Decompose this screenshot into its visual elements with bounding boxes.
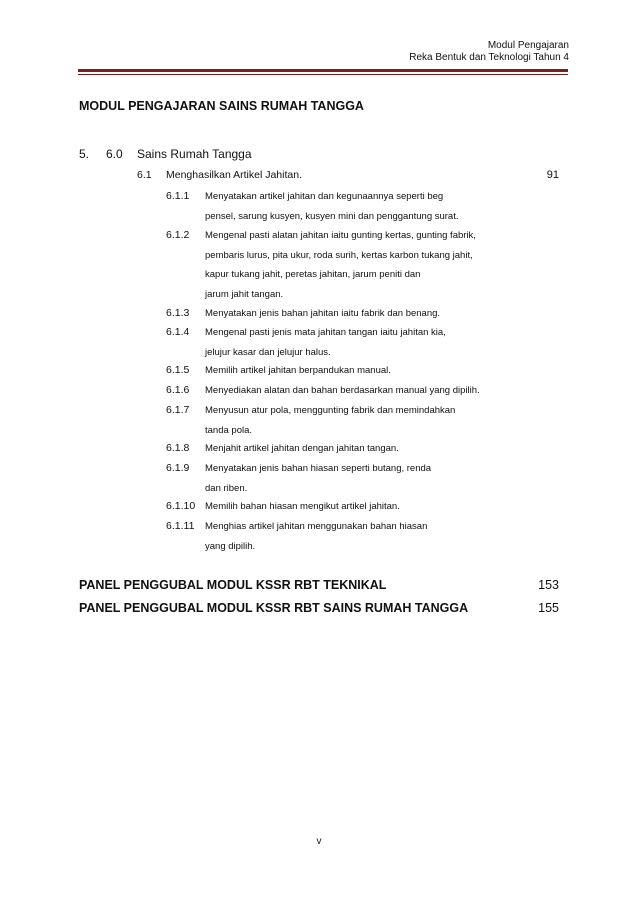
section-number: 5. — [79, 147, 90, 161]
objective-number: 6.1.6 — [166, 384, 190, 396]
objective-number: 6.1.9 — [166, 462, 190, 474]
objective-number: 6.1.4 — [166, 326, 190, 338]
objective-text-line: yang dipilih. — [205, 540, 256, 552]
objective-number: 6.1.3 — [166, 307, 190, 319]
objective-number: 6.1.7 — [166, 404, 190, 416]
objective-text-line: kapur tukang jahit, peretas jahitan, jarum peniti dan — [205, 269, 421, 280]
objective-text-line: jarum jahit tangan. — [205, 288, 284, 300]
objective-number: 6.1.2 — [166, 229, 190, 241]
objective-text-line: Mengenal pasti jenis mata jahitan tangan iaitu jahitan kia, — [205, 327, 446, 338]
objective-text-line: jelujur kasar dan jelujur halus. — [205, 346, 331, 358]
header-rule-thin — [78, 74, 568, 75]
objective-text-line: Menyusun atur pola, menggunting fabrik dan memindahkan — [205, 405, 456, 416]
panel-teknikal-page: 153 — [538, 578, 559, 592]
objective-text-line: Mengenal pasti alatan jahitan iaitu gunting kertas, gunting fabrik, — [205, 230, 476, 241]
objective-text-line: Menyatakan jenis bahan hiasan seperti butang, renda — [205, 463, 432, 474]
subsection-page: 91 — [546, 169, 559, 181]
panel-teknikal-label: PANEL PENGGUBAL MODUL KSSR RBT TEKNIKAL — [79, 578, 387, 592]
section-label: Sains Rumah Tangga — [137, 147, 252, 161]
objective-text-line: Menyatakan artikel jahitan dan kegunaannya seperti beg — [205, 191, 444, 202]
objective-number: 6.1.8 — [166, 442, 190, 454]
header-rule-thick — [78, 69, 568, 72]
objective-number: 6.1.1 — [166, 190, 190, 202]
header-subject-title: Reka Bentuk dan Teknologi Tahun 4 — [409, 52, 569, 63]
objective-number: 6.1.10 — [166, 500, 196, 512]
objective-text-line: pensel, sarung kusyen, kusyen mini dan penggantung surat. — [205, 210, 459, 222]
subsection-code: 6.1 — [137, 169, 152, 181]
objective-text-line: Menjahit artikel jahitan dengan jahitan tangan. — [205, 443, 399, 454]
objective-text-line: tanda pola. — [205, 424, 253, 436]
objective-number: 6.1.5 — [166, 364, 190, 376]
panel-srt-page: 155 — [538, 601, 559, 615]
section-code: 6.0 — [106, 147, 123, 161]
objective-text-line: Menyediakan alatan dan bahan berdasarkan manual yang dipilih. — [205, 385, 480, 396]
objective-text-line: pembaris lurus, pita ukur, roda surih, kertas karbon tukang jahit, — [205, 249, 473, 261]
subsection-label: Menghasilkan Artikel Jahitan. — [166, 169, 302, 181]
objective-text-line: dan riben. — [205, 482, 248, 494]
running-header — [409, 40, 569, 64]
header-module-title: Modul Pengajaran — [487, 40, 569, 51]
panel-srt-label: PANEL PENGGUBAL MODUL KSSR RBT SAINS RUMAH TANGGA — [79, 601, 469, 615]
objective-text-line: Memilih bahan hiasan mengikut artikel jahitan. — [205, 501, 400, 512]
page-title: MODUL PENGAJARAN SAINS RUMAH TANGGA — [79, 99, 364, 113]
objective-text-line: Memilih artikel jahitan berpandukan manual. — [205, 365, 391, 376]
objective-text-line: Menyatakan jenis bahan jahitan iaitu fabrik dan benang. — [205, 308, 441, 319]
page-number: v — [316, 836, 322, 847]
objective-number: 6.1.11 — [166, 520, 195, 532]
objective-text-line: Menghias artikel jahitan menggunakan bahan hiasan — [205, 521, 428, 532]
